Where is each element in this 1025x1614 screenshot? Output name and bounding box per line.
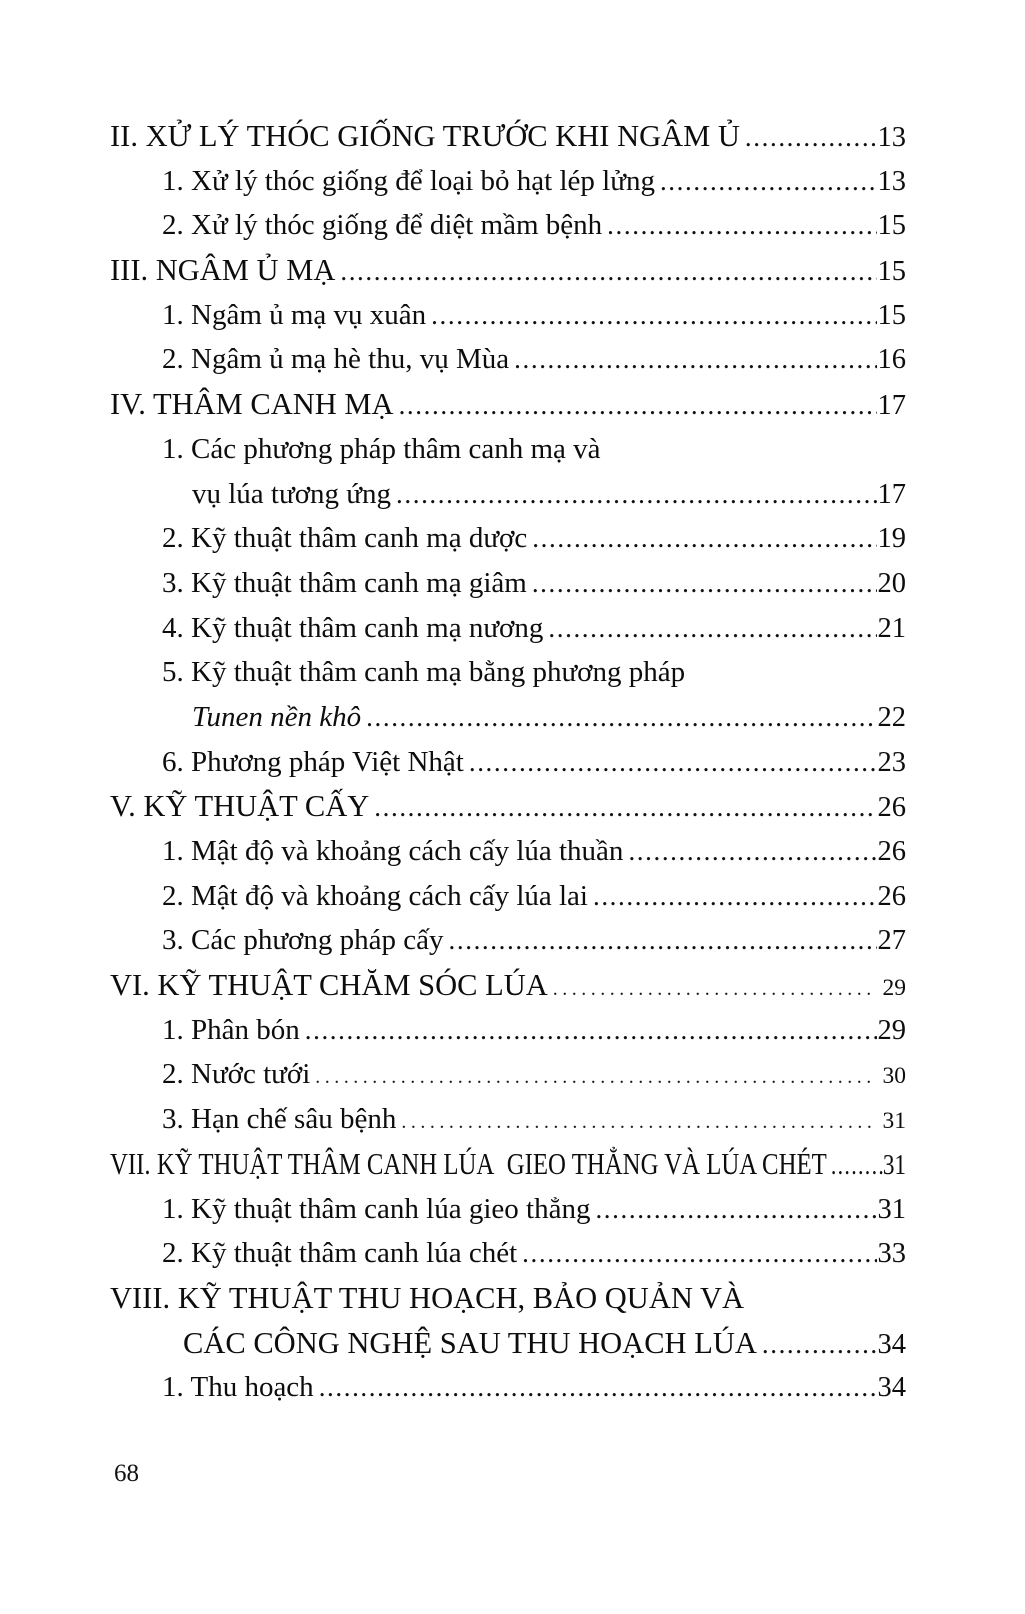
- dot-leader: [745, 114, 877, 160]
- toc-entry-label: vụ lúa tương ứng: [192, 477, 392, 510]
- toc-entry: [110, 293, 906, 338]
- toc-entry: [110, 1276, 906, 1321]
- toc-entry: [110, 114, 906, 159]
- toc-entry-page: 34: [877, 1372, 906, 1404]
- toc-entry: [110, 1052, 906, 1097]
- dot-leader: [532, 516, 876, 561]
- toc-entry-page: 22: [877, 701, 906, 733]
- toc-entry-label: 1. Ngâm ủ mạ vụ xuân: [162, 298, 427, 331]
- toc-entry-label: Tunen nền khô: [192, 700, 362, 733]
- toc-entry: [110, 427, 906, 472]
- toc-entry-label: 3. Hạn chế sâu bệnh: [162, 1103, 397, 1136]
- toc-entry-page: 21: [877, 612, 906, 644]
- dot-leader: [553, 963, 876, 1012]
- toc-entry-page: 16: [877, 344, 906, 376]
- toc-entry-label: 1. Các phương pháp thâm canh mạ và: [162, 432, 601, 465]
- toc-entry: [110, 1008, 906, 1053]
- toc-entry: [110, 606, 906, 651]
- toc-entry: [110, 784, 906, 829]
- dot-leader: [431, 293, 876, 338]
- dot-leader: [514, 337, 876, 382]
- dot-leader: [532, 561, 877, 606]
- toc-entry: [110, 1142, 906, 1187]
- toc-entry: [110, 1097, 906, 1142]
- toc-entry-page: 31: [882, 1108, 906, 1135]
- dot-leader: [522, 1231, 876, 1276]
- dot-leader: [469, 740, 877, 785]
- toc-entry: [110, 918, 906, 963]
- toc-entry-label: 3. Các phương pháp cấy: [162, 924, 444, 957]
- toc-list: [110, 114, 906, 1410]
- dot-leader: [762, 1321, 877, 1367]
- toc-entry: [110, 337, 906, 382]
- toc-entry: [110, 1365, 906, 1410]
- toc-entry: [110, 248, 906, 293]
- toc-entry-page: 17: [877, 478, 906, 510]
- dot-leader: [401, 1097, 875, 1145]
- toc-entry: [110, 963, 906, 1008]
- toc-entry-page: 31: [877, 1193, 906, 1225]
- dot-leader: [315, 1052, 875, 1100]
- toc-entry-page: 26: [877, 880, 906, 912]
- toc-entry-label: 1. Phân bón: [162, 1013, 300, 1046]
- toc-entry-label: III. NGÂM Ủ MẠ: [110, 253, 336, 288]
- toc-entry-page: 26: [877, 836, 906, 867]
- toc-entry-label: 2. Kỹ thuật thâm canh mạ dược: [162, 522, 528, 555]
- toc-entry-page: 29: [882, 975, 906, 1002]
- toc-entry: [110, 874, 906, 919]
- toc-entry: [110, 1231, 906, 1276]
- dot-leader: [660, 159, 877, 204]
- toc-entry-page: 33: [877, 1238, 906, 1270]
- toc-entry: [110, 382, 906, 427]
- toc-entry-page: 26: [877, 792, 906, 824]
- toc-entry-page: 15: [877, 299, 906, 331]
- toc-entry-label: V. KỸ THUẬT CẤY: [110, 789, 370, 824]
- toc-entry-page: 23: [877, 746, 906, 778]
- dot-leader: [319, 1365, 877, 1410]
- toc-entry-label: 2. Mật độ và khoảng cách cấy lúa lai: [162, 879, 588, 912]
- toc-entry-page: 29: [877, 1014, 906, 1046]
- toc-entry: [110, 516, 906, 561]
- toc-entry-page: 13: [877, 165, 906, 197]
- toc-entry-page: 31: [882, 1149, 906, 1181]
- toc-entry-page: 15: [877, 210, 906, 242]
- toc-entry: [110, 561, 906, 606]
- toc-entry-label: 6. Phương pháp Việt Nhật: [162, 745, 464, 778]
- toc-entry-label: 2. Nước tưới: [162, 1058, 311, 1091]
- dot-leader: [593, 874, 877, 919]
- toc-entry-page: 27: [877, 925, 906, 957]
- dot-leader: [628, 829, 876, 874]
- toc-entry-page: 17: [877, 390, 906, 422]
- toc-entry-label: IV. THÂM CANH MẠ: [110, 387, 394, 422]
- toc-entry-label: VII. KỸ THUẬT THÂM CANH LÚA GIEO THẲNG VÀ LÚA CHÉT: [110, 1146, 827, 1181]
- toc-entry-label: VI. KỸ THUẬT CHĂM SÓC LÚA: [110, 968, 548, 1003]
- toc-entry-label: 4. Kỹ thuật thâm canh mạ nương: [162, 611, 544, 644]
- toc-entry: [110, 1187, 906, 1232]
- dot-leader: [396, 472, 876, 517]
- toc-entry-label: 2. Xử lý thóc giống để diệt mầm bệnh: [162, 209, 603, 242]
- dot-leader: [305, 1008, 877, 1053]
- dot-leader: [374, 784, 876, 830]
- toc-entry-page: 19: [877, 523, 906, 555]
- toc-entry-page: 15: [877, 256, 906, 288]
- toc-entry-label: 2. Kỹ thuật thâm canh lúa chét: [162, 1237, 518, 1270]
- toc-entry-page: 13: [877, 122, 906, 153]
- toc-entry-label: VIII. KỸ THUẬT THU HOẠCH, BẢO QUẢN VÀ: [110, 1280, 744, 1315]
- toc-entry: [110, 650, 906, 695]
- dot-leader: [399, 382, 877, 428]
- dot-leader: [831, 1142, 882, 1188]
- toc-entry-label: 1. Mật độ và khoảng cách cấy lúa thuần: [162, 835, 624, 867]
- toc-entry-page: 30: [882, 1063, 906, 1090]
- footer-page-number: 68: [114, 1460, 139, 1487]
- toc-entry: [110, 159, 906, 204]
- toc-entry-label: 1. Kỹ thuật thâm canh lúa gieo thẳng: [162, 1192, 591, 1225]
- dot-leader: [595, 1187, 876, 1232]
- toc-entry-page: 20: [877, 567, 906, 599]
- dot-leader: [548, 606, 876, 651]
- dot-leader: [340, 248, 876, 294]
- toc-entry-label: 1. Xử lý thóc giống để loại bỏ hạt lép lửng: [162, 164, 655, 197]
- toc-entry: [110, 829, 906, 874]
- toc-entry-label: 1. Thu hoạch: [162, 1371, 314, 1404]
- toc-entry-label: 2. Ngâm ủ mạ hè thu, vụ Mùa: [162, 343, 510, 376]
- toc-entry-label: 3. Kỹ thuật thâm canh mạ giâm: [162, 566, 527, 599]
- toc-entry: [110, 472, 906, 517]
- toc-entry-label: CÁC CÔNG NGHỆ SAU THU HOẠCH LÚA: [183, 1325, 757, 1360]
- toc-entry-label: 5. Kỹ thuật thâm canh mạ bằng phương pháp: [162, 656, 686, 689]
- dot-leader: [449, 918, 877, 963]
- toc-entry: [110, 203, 906, 248]
- toc-entry-label: II. XỬ LÝ THÓC GIỐNG TRƯỚC KHI NGÂM Ủ: [110, 119, 740, 153]
- dot-leader: [366, 695, 876, 740]
- toc-entry-page: 34: [877, 1328, 906, 1360]
- toc-entry: [110, 1321, 906, 1366]
- dot-leader: [607, 203, 876, 248]
- toc-entry: [110, 740, 906, 785]
- toc-entry: [110, 695, 906, 740]
